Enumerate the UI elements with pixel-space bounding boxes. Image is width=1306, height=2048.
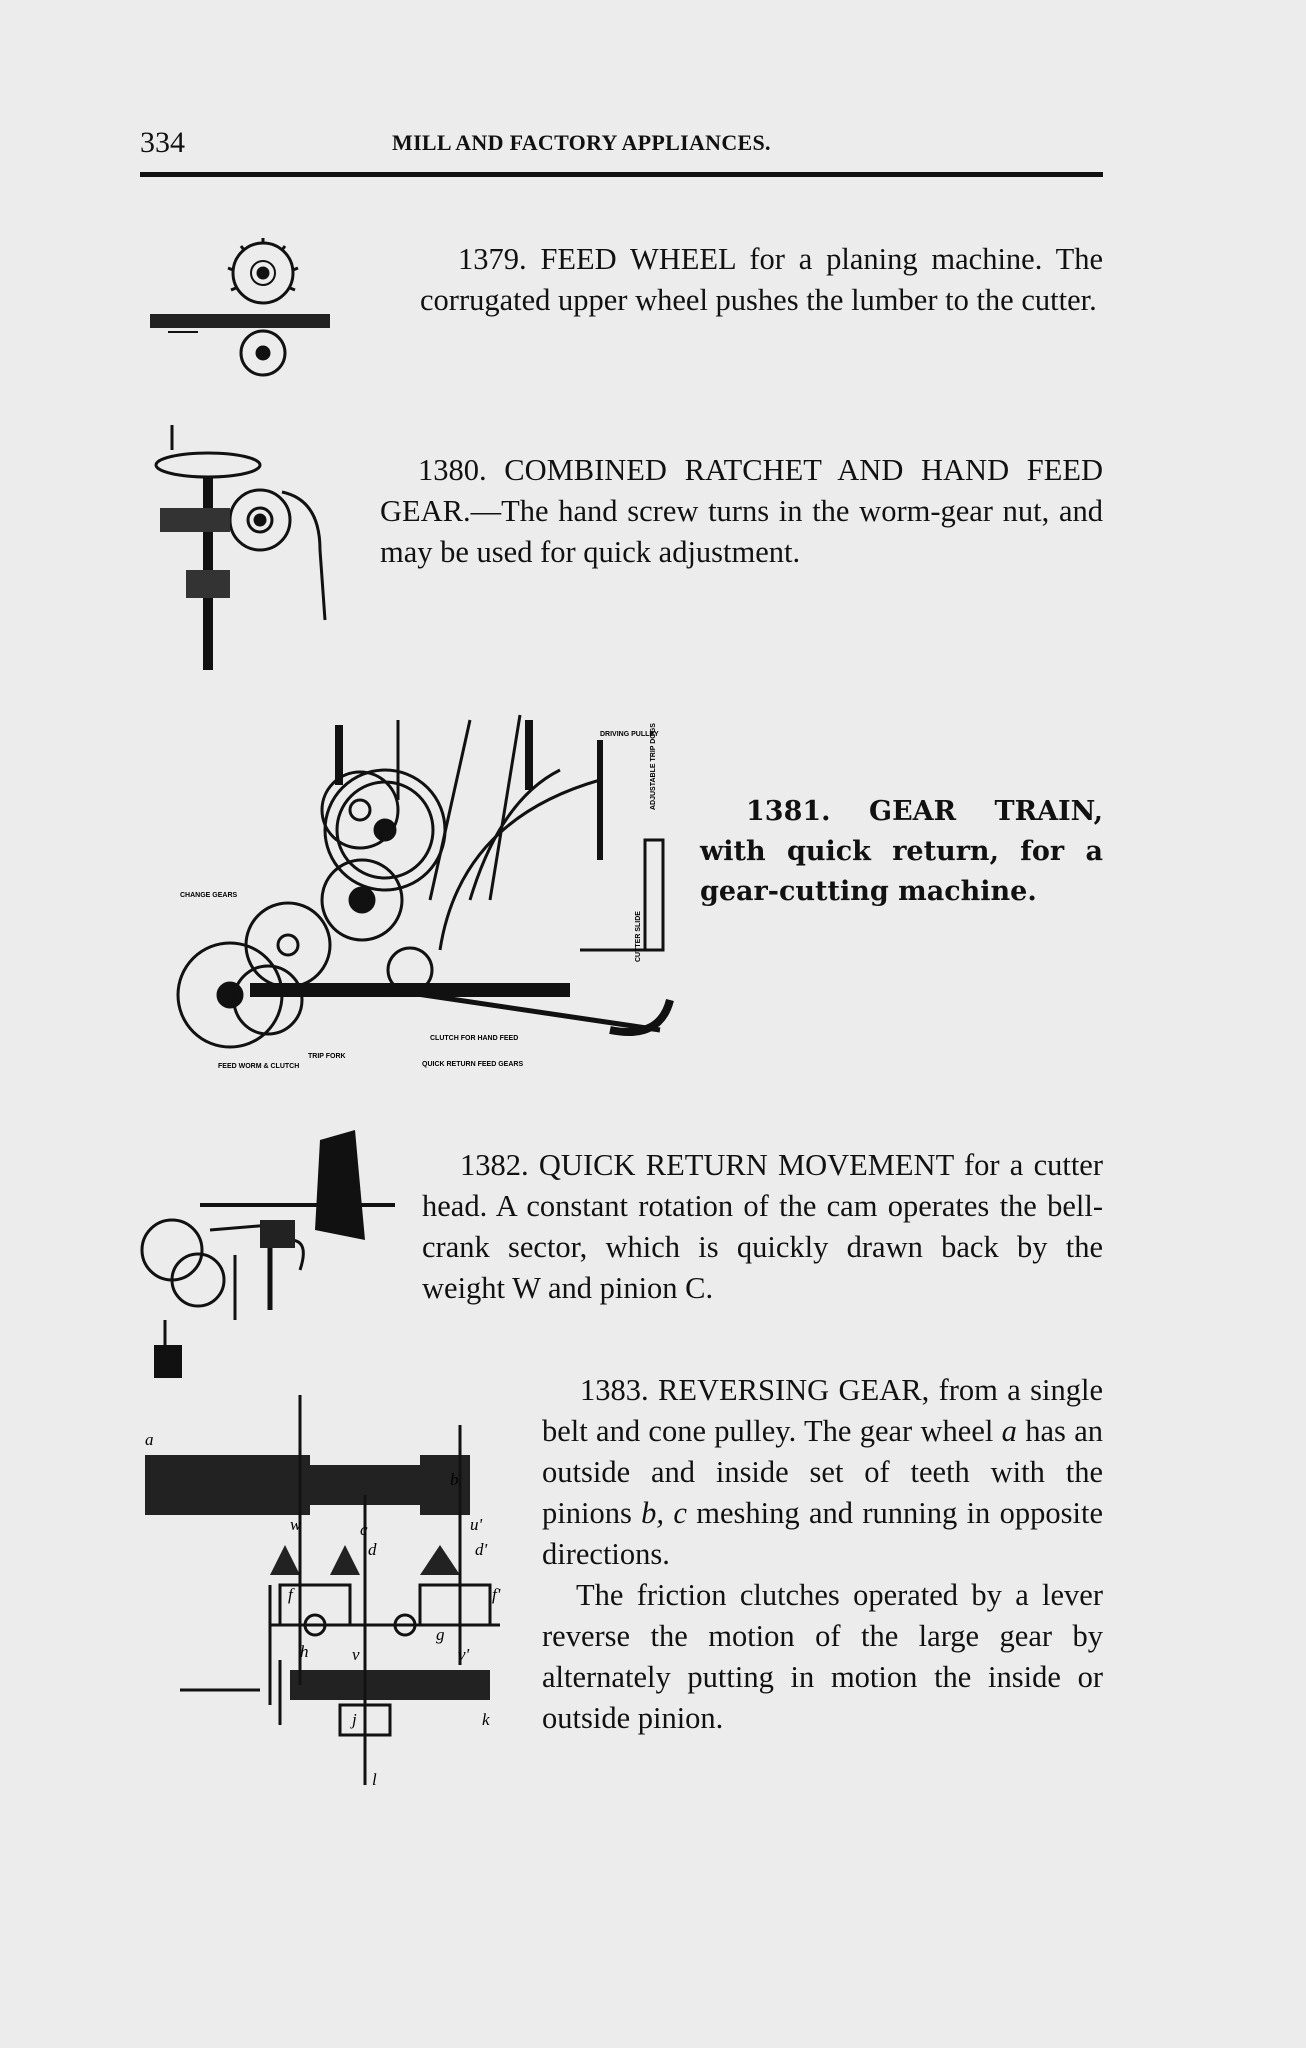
letter-v-prime: v' <box>458 1645 470 1664</box>
figure-1382-quick-return <box>140 1120 400 1380</box>
running-title: MILL AND FACTORY APPLIANCES. <box>392 130 771 155</box>
item-1383-letters-bc: b, c <box>641 1496 687 1530</box>
item-1379-title: FEED WHEEL <box>540 242 736 276</box>
label-driving-pulley: DRIVING PULLEY <box>600 731 659 738</box>
item-1380 <box>380 450 1103 573</box>
item-1383-text-c: meshing and running in opposite directions. <box>542 1496 1103 1571</box>
item-1379 <box>420 239 1103 321</box>
item-1379-text: for a planing machine. The corrugated upper wheel pushes the lumber to the cutter. <box>420 242 1104 317</box>
item-1383-title: REVERSING GEAR, <box>658 1373 930 1407</box>
label-quick-return-feed-gears: QUICK RETURN FEED GEARS <box>422 1061 524 1068</box>
label-cutter-slide: CUTTER SLIDE <box>635 911 642 962</box>
figure-1383-reversing-gear <box>140 1385 520 1835</box>
letter-h: h <box>300 1642 309 1661</box>
item-1379-number: 1379. <box>458 242 527 276</box>
item-1381-text: with quick return, for a gear-cutting machine. <box>700 836 1103 907</box>
label-change-gears: CHANGE GEARS <box>180 892 238 899</box>
item-1381 <box>700 792 1103 912</box>
label-trip-fork: TRIP FORK <box>308 1053 346 1060</box>
letter-f: f <box>288 1585 293 1604</box>
letter-j: j <box>352 1710 357 1729</box>
letter-u-prime: u' <box>470 1515 483 1534</box>
item-1380-text: —The hand screw turns in the worm-gear nut, and may be used for quick adjustment. <box>380 494 1103 569</box>
item-1382-title: QUICK RETURN MOVEMENT <box>538 1148 954 1182</box>
item-1383-text-a: from a single belt and cone pulley. The gear wheel <box>542 1373 1104 1448</box>
label-adjustable-trip-dogs: ADJUSTABLE TRIP DOGS <box>650 723 657 810</box>
label-feed-worm-clutch: FEED WORM & CLUTCH <box>218 1063 300 1070</box>
item-1383-number: 1383. <box>580 1373 649 1407</box>
letter-c: c <box>360 1520 368 1539</box>
item-1383-letter-a: a <box>1001 1414 1017 1448</box>
page-number: 334 <box>140 126 185 159</box>
item-1381-number: 1381. <box>746 796 831 827</box>
figure-1380-ratchet-feed <box>150 420 340 670</box>
item-1383-paragraph-2: The friction clutches operated by a lever reverse the motion of the large gear by alternately putting in motion the inside or outside pinion. <box>542 1578 1103 1735</box>
item-1380-number: 1380. <box>418 453 487 487</box>
letter-d: d <box>368 1540 377 1559</box>
letter-g: g <box>436 1625 445 1644</box>
letter-l: l <box>372 1770 377 1789</box>
figure-1381-gear-train <box>140 700 700 1085</box>
header-rule <box>140 172 1103 177</box>
letter-b: b <box>450 1470 459 1489</box>
letter-k: k <box>482 1710 490 1729</box>
letter-f-prime: f' <box>492 1585 501 1604</box>
item-1381-title: GEAR TRAIN, <box>869 796 1103 827</box>
item-1382 <box>422 1145 1103 1309</box>
letter-v: v <box>352 1645 360 1664</box>
item-1380-title: COMBINED RATCHET AND HAND FEED GEAR. <box>380 453 1104 528</box>
figure-1379-feed-wheel <box>140 228 340 398</box>
item-1382-text: for a cutter head. A constant rotation of the cam operates the bell-crank sector, which is quickly drawn back by the weight W and pinion C. <box>422 1148 1103 1305</box>
item-1383-text-b: has an outside and inside set of teeth with the pinions <box>542 1414 1103 1530</box>
letter-a: a <box>145 1430 154 1449</box>
item-1383 <box>542 1370 1103 1739</box>
letter-w: w <box>290 1515 302 1534</box>
letter-d-prime: d' <box>475 1540 488 1559</box>
label-clutch-hand-feed: CLUTCH FOR HAND FEED <box>430 1035 519 1042</box>
item-1382-number: 1382. <box>460 1148 529 1182</box>
